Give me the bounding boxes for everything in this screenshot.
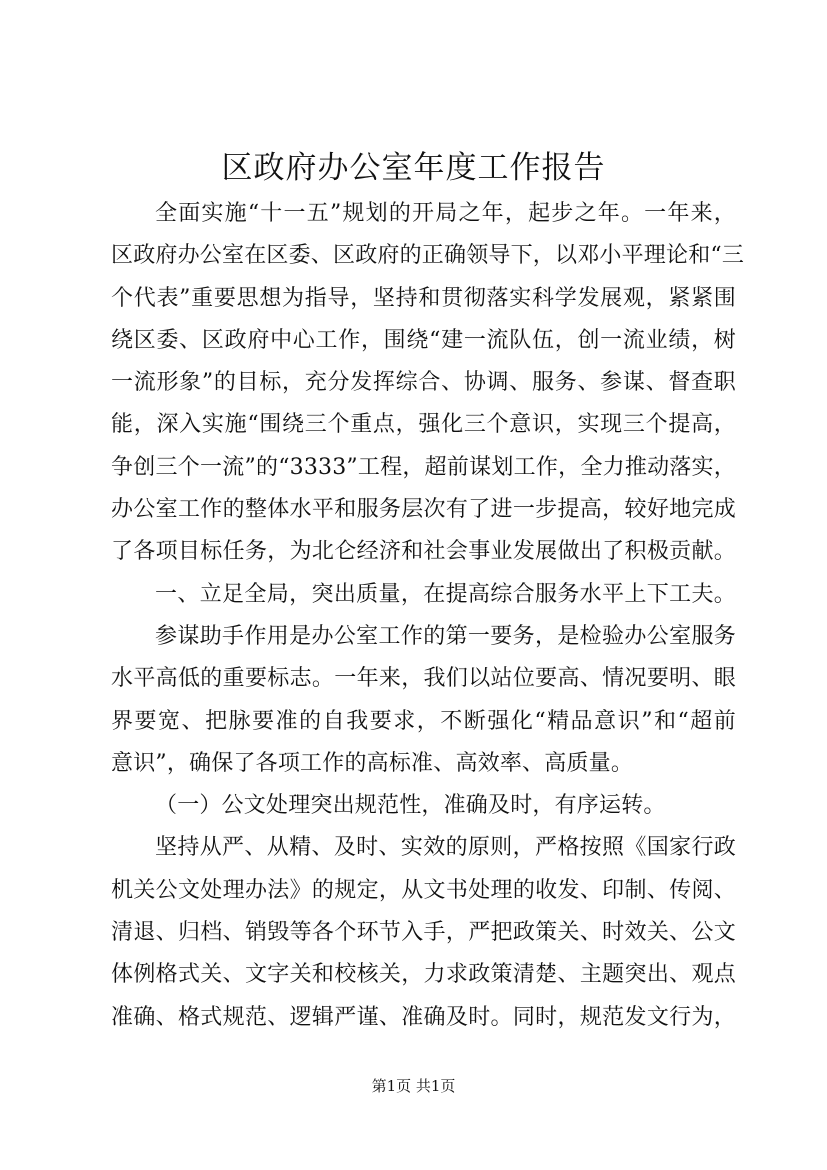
document-title: 区政府办公室年度工作报告 xyxy=(221,150,606,186)
paragraph-line: 坚持从严、从精、及时、实效的原则，严格按照《国家行政 xyxy=(155,835,736,861)
paragraph-line: 能，深入实施“围绕三个重点，强化三个意识，实现三个提高， xyxy=(111,412,736,438)
paragraph-line: 绕区委、区政府中心工作，围绕“建一流队伍，创一流业绩，树 xyxy=(111,327,736,353)
paragraph-line: 机关公文处理办法》的规定，从文书处理的收发、印制、传阅、 xyxy=(111,877,736,903)
paragraph-line: 一流形象”的目标，充分发挥综合、协调、服务、参谋、督查职 xyxy=(111,370,736,396)
paragraph-line: 区政府办公室在区委、区政府的正确领导下，以邓小平理论和“三 xyxy=(111,243,745,269)
paragraph-line: 意识”，确保了各项工作的高标准、高效率、高质量。 xyxy=(111,750,634,776)
section-heading: 一、立足全局，突出质量，在提高综合服务水平上下工夫。 xyxy=(155,581,736,607)
paragraph-line: 水平高低的重要标志。一年来，我们以站位要高、情况要明、眼 xyxy=(111,666,736,692)
paragraph-line: 界要宽、把脉要准的自我要求，不断强化“精品意识”和“超前 xyxy=(111,708,736,734)
document-body xyxy=(111,193,745,1039)
paragraph-line: 争创三个一流”的“3333”工程，超前谋划工作，全力推动落实， xyxy=(111,454,736,480)
subsection-heading: （一）公文处理突出规范性，准确及时，有序运转。 xyxy=(155,793,666,819)
paragraph-line: 全面实施“十一五”规划的开局之年，起步之年。一年来， xyxy=(155,201,736,226)
page-number-footer: 第1页 共1页 xyxy=(371,1077,456,1095)
paragraph-line: 准确、格式规范、逻辑严谨、准确及时。同时，规范发文行为， xyxy=(111,1004,736,1030)
paragraph-line: 清退、归档、销毁等各个环节入手，严把政策关、时效关、公文 xyxy=(111,920,736,946)
paragraph-line: 体例格式关、文字关和校核关，力求政策清楚、主题突出、观点 xyxy=(111,962,736,988)
paragraph-line: 个代表”重要思想为指导，坚持和贯彻落实科学发展观，紧紧围 xyxy=(111,285,736,311)
paragraph-line: 办公室工作的整体水平和服务层次有了进一步提高，较好地完成 xyxy=(111,497,736,523)
paragraph-line: 了各项目标任务，为北仑经济和社会事业发展做出了积极贡献。 xyxy=(111,539,736,565)
paragraph-line: 参谋助手作用是办公室工作的第一要务，是检验办公室服务 xyxy=(155,623,736,649)
